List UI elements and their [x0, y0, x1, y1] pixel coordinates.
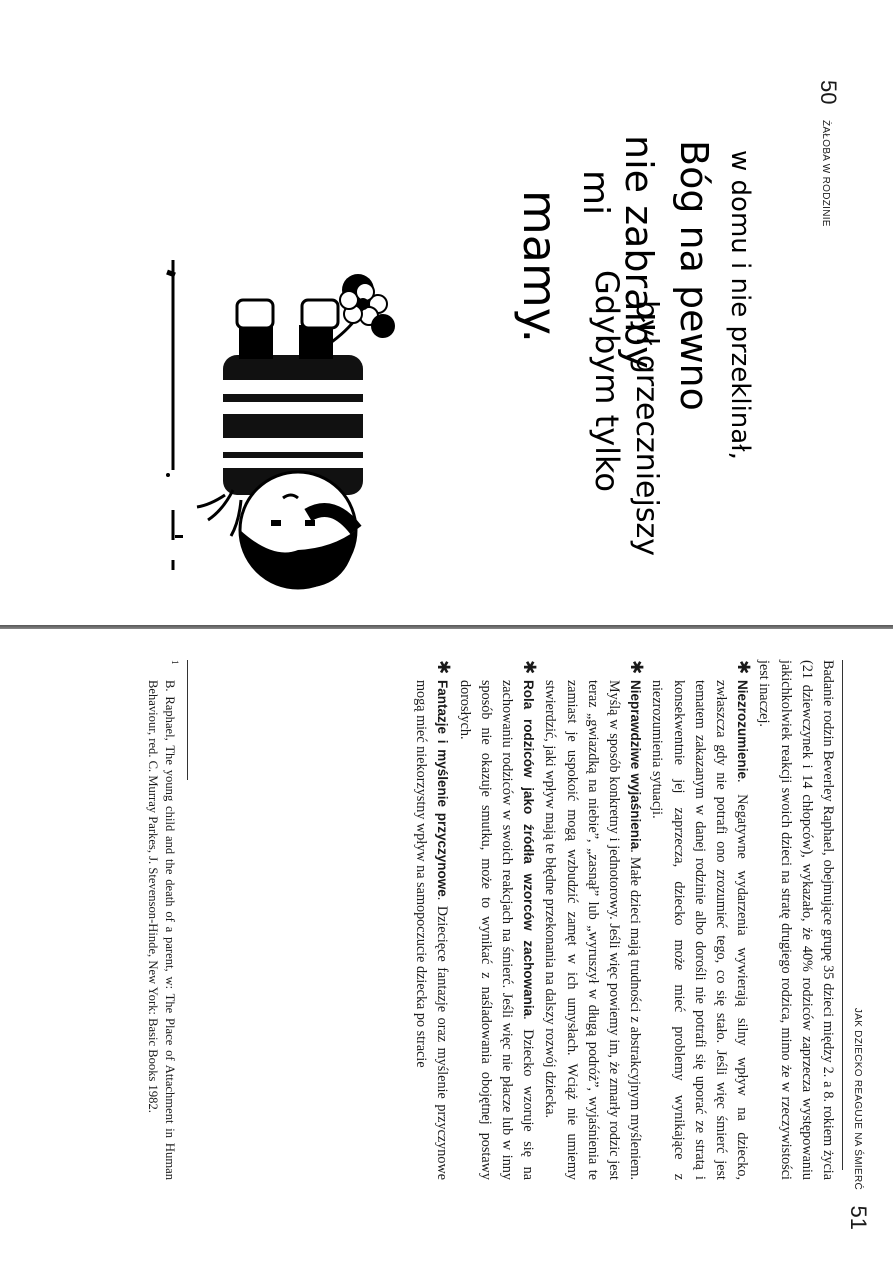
asterisk-icon: ✱: [519, 660, 540, 675]
page-number: 50: [816, 80, 841, 105]
caption-line-6: mi: [575, 170, 616, 216]
running-head: ŻAŁOBA W RODZINIE: [820, 120, 831, 227]
bullet-item: [539, 660, 646, 1180]
bullet-text: . Dziecko wzoruje się na zachowaniu rodziców w swoich reakcjach na śmierć. Jeśli więc nie płacze lub w inny sposób nie okazuje smutku, może to wynikać z naśladowania obojętnej postawy dorosłych.: [456, 680, 537, 1180]
asterisk-icon: ✱: [733, 660, 754, 675]
caption-line-1: Gdybym tylko: [588, 270, 626, 492]
footnote-rule: [187, 660, 188, 780]
running-head: JAK DZIECKO REAGUJE NA ŚMIERĆ: [852, 1007, 863, 1190]
body-text: [410, 660, 838, 1180]
page-number: 51: [846, 1205, 871, 1230]
asterisk-icon: ✱: [433, 660, 454, 675]
bullet-item: [453, 660, 539, 1180]
caption-line-3: w domu i nie przeklinał,: [725, 150, 755, 460]
footnote: [144, 660, 178, 1180]
page-51-header: [843, 660, 873, 1260]
footnote-text: B. Raphael, The young child and the death of a parent, w: The Place of Attachment in Human Behaviour, red. C. Murray Parkes, J. Stevenson-Hinde, New York: Basic Books 1982.: [146, 680, 177, 1180]
bullet-text: . Dziecięce fantazje oraz myślenie przyczynowe mogą mieć niekorzystny wpływ na samopoczucie dziecka po stracie: [413, 680, 451, 1180]
bullet-term: Niezrozumienie: [735, 680, 751, 780]
caption-line-4: Bóg na pewno: [672, 140, 716, 411]
caption-line-5: nie zabrałby: [617, 135, 661, 369]
asterisk-icon: ✱: [626, 660, 647, 675]
header-rule: [842, 660, 843, 1170]
caption-line-7: mamy.: [513, 190, 567, 344]
bullet-term: Rola rodziców jako źródła wzorców zachowania: [521, 680, 537, 1017]
bullet-text: . Małe dzieci mają trudności z abstrakcyjnym myśleniem. Myślą w sposób konkretny i jednotorowy. Jeśli więc powiemy im, że zmarły rodzic jest teraz „gwiazdką na niebie”, „zasnął” lub „wyruszył w długą podróż”, wyjaśnienia te zamiast je uspokoić mogą wzbudzić zamęt w ich umysłach. Wciąż nie umiemy stwierdzić, jaki wpływ mają te błędne przekonania na dalszy rozwój dziecka.: [542, 680, 644, 1180]
footnote-mark: 1: [170, 660, 180, 665]
bullet-term: Nieprawdziwe wyjaśnienia: [628, 680, 644, 850]
bullet-item: [646, 660, 753, 1180]
bullet-text: . Negatywne wydarzenia wywierają silny wpływ na dziecko, zwłaszcza gdy nie potrafi ono zrozumieć tego, co się stało. Jeśli więc śmierć jest tematem zakazanym w danej rodzinie albo dorośli nie potrafi się uporać ze stratą i konsekwentnie jej zaprzecza, dziecko może mieć problemy wynikające z niezrozumienia sytuacji.: [649, 680, 751, 1180]
bullet-item: [410, 660, 453, 1180]
bullet-term: Fantazje i myślenie przyczynowe: [435, 680, 451, 897]
caption-line-2: był grzeczniejszy: [629, 300, 664, 556]
intro-paragraph: Badanie rodzin Beverley Raphael, obejmujące grupę 35 dzieci między 2. a 8. rokiem życia (21 dziewczynek i 14 chłopców), wykazało, że 40% rodziców zaprzecza występowaniu jakichkolwiek reakcji swoich dzieci na stratę drugiego rodzica, mimo że w rzeczywistości jest inaczej.: [756, 660, 836, 1180]
